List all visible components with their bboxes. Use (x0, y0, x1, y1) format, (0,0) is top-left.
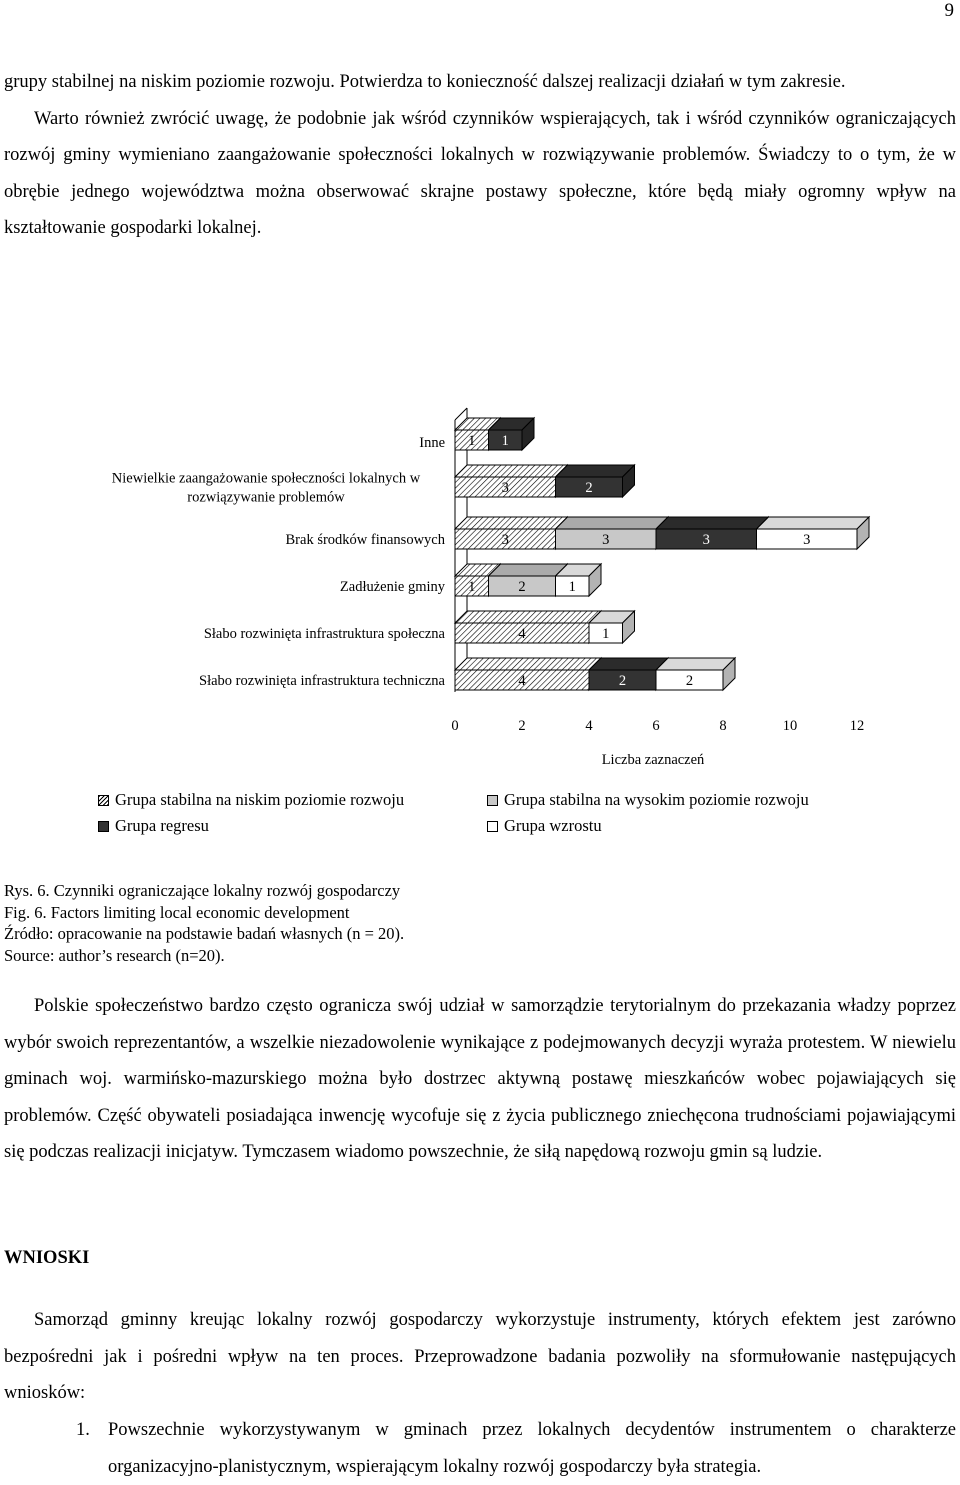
section-heading: WNIOSKI (4, 1248, 90, 1268)
bar-top-face (455, 658, 601, 670)
legend-item-3 (98, 816, 209, 836)
paragraph-society (4, 988, 956, 1171)
legend-item-1 (98, 790, 404, 810)
x-tick-label: 4 (585, 718, 593, 734)
data-label: 2 (685, 673, 694, 689)
legend-swatch-dark (98, 821, 109, 832)
category-label: Brak środków finansowych (285, 532, 445, 548)
chart-bars (455, 418, 869, 690)
legend-label-1: Grupa stabilna na niskim poziomie rozwoju (115, 790, 405, 809)
list-item-text: Powszechnie wykorzystywanym w gminach przez lokalnych decydentów instrumentem o charakterze organizacyjno-planistycznym, wspierającym lokalny rozwój gospodarczy była strategia. (108, 1420, 956, 1477)
caption-line-4: Source: author’s research (n=20). (4, 945, 225, 965)
caption-line-3: Źródło: opracowanie na podstawie badań własnych (n = 20). (4, 924, 405, 943)
category-label: Inne (419, 435, 445, 451)
data-label: 2 (585, 480, 593, 496)
bar-top-face (455, 517, 568, 529)
axis-depth-line (455, 408, 467, 420)
x-tick-label: 12 (849, 718, 865, 734)
paragraph-intro-line1: grupy stabilnej na niskim poziomie rozwoju. Potwierdza to konieczność dalszej realizacji działań w tym zakresie. (4, 72, 846, 92)
category-label: Słabo rozwinięta infrastruktura społeczna (203, 626, 445, 642)
data-label: 3 (501, 532, 509, 548)
paragraph-society-text: Polskie społeczeństwo bardzo często ogranicza swój udział w samorządzie terytorialnym do przekazania władzy poprzez wybór swoich reprezentantów, a wszelkie niezadowolenie wynikające z podejmowanych decyzji wyraża protestem. W niewielu gminach woj. warmińsko-mazurskiego można było dostrzec aktywną postawę mieszkańców wobec pojawiających się problemów. Część obywateli posiadająca inwencję wycofuje się z życia publicznego zniechęcona trudnościami pojawiającymi się podczas realizacji inicjatyw. Tymczasem wiadomo powszechnie, że siłą napędową rozwoju gmin są ludzie. (4, 996, 956, 1162)
data-label: 4 (518, 673, 526, 689)
data-label: 3 (501, 480, 509, 496)
legend-label-3: Grupa regresu (115, 816, 209, 835)
paragraph-intro-line2: Warto również zwrócić uwagę, że podobnie jak wśród czynników wspierających, tak i wśród czynników ograniczających rozwój gminy wymieniano zaangażowanie społeczności lokalnych w rozwiązywanie problemów. Świadczy to o tym, że w obrębie jednego województwa można obserwować skrajne postawy społeczne, które będą miały ogromny wpływ na kształtowanie gospodarki lokalnej. (4, 108, 956, 238)
data-label: 3 (803, 532, 811, 548)
data-label: 1 (501, 433, 509, 449)
bar-top-face (556, 517, 669, 529)
bar-chart (0, 400, 960, 780)
x-tick-label: 10 (782, 718, 798, 734)
bar-top-face (757, 517, 870, 529)
data-label: 1 (568, 579, 576, 595)
chart-axes (455, 408, 467, 692)
category-label: rozwiązywanie problemów (187, 489, 345, 506)
data-label: 1 (468, 433, 476, 449)
bar-top-face (656, 658, 735, 670)
paragraph-conclusions-text: Samorząd gminny kreując lokalny rozwój gospodarczy wykorzystuje instrumenty, których efektem jest zarówno bezpośredni jak i pośredni wpływ na ten proces. Przeprowadzone badania pozwoliły na sformułowanie następujących wniosków: (4, 1310, 956, 1403)
bar-top-face (455, 611, 601, 623)
legend-label-4: Grupa wzrostu (504, 816, 602, 835)
caption-line-1: Rys. 6. Czynniki ograniczające lokalny rozwój gospodarczy (4, 881, 401, 900)
bar-top-face (455, 465, 568, 477)
category-label: Zadłużenie gminy (339, 579, 445, 595)
legend-swatch-white (487, 821, 498, 832)
x-axis-title: Liczba zaznaczeń (601, 752, 705, 768)
data-label: 1 (468, 579, 476, 595)
data-label: 3 (602, 532, 610, 548)
bar-top-face (656, 517, 769, 529)
x-tick-label: 6 (652, 718, 660, 734)
legend-item-2 (487, 790, 809, 810)
category-label: Słabo rozwinięta infrastruktura techniczna (199, 673, 445, 689)
bar-top-face (489, 564, 568, 576)
data-label: 1 (602, 626, 610, 642)
data-label: 2 (518, 579, 526, 595)
x-tick-label: 2 (518, 718, 526, 734)
data-label: 2 (618, 673, 627, 689)
x-tick-label: 0 (451, 718, 459, 734)
page-number: 9 (944, 0, 954, 21)
legend-label-2: Grupa stabilna na wysokim poziomie rozwoju (504, 790, 809, 809)
legend-swatch-hatched (98, 795, 109, 806)
category-label: Niewielkie zaangażowanie społeczności lokalnych w (111, 470, 421, 487)
bar-top-face (589, 658, 668, 670)
data-label: 4 (518, 626, 526, 642)
figure-caption (4, 880, 404, 966)
x-tick-label: 8 (719, 718, 727, 734)
paragraph-intro (4, 64, 956, 247)
legend-item-4 (487, 816, 602, 836)
paragraph-conclusions (4, 1302, 956, 1412)
bar-top-face (556, 465, 635, 477)
legend-swatch-light (487, 795, 498, 806)
data-label: 3 (702, 532, 710, 548)
list-item-number: 1. (76, 1420, 90, 1440)
caption-line-2: Fig. 6. Factors limiting local economic development (4, 902, 350, 922)
